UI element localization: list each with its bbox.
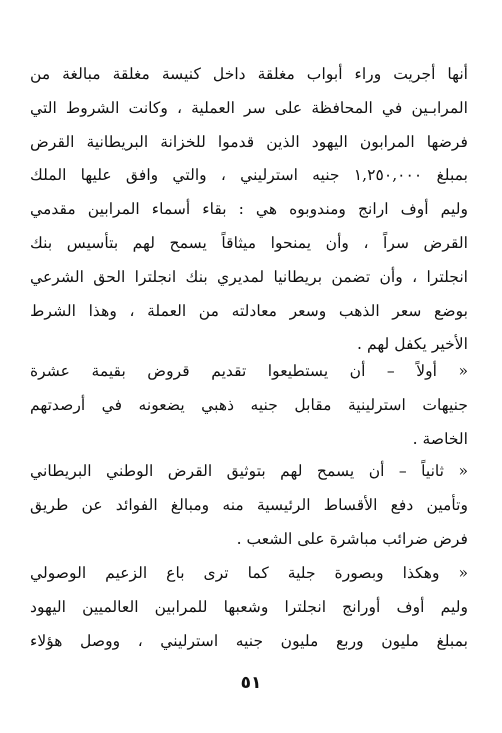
text-line: القرض سراً ، وأن يمنحوا ميثاقاً يسمح لهم بتأسيس بنك [30,233,468,252]
text-line: بمبلغ مليون وربع مليون جنيه استرليني ، ووصل هؤلاء [30,631,468,650]
text-line: جنيهات استرلينية مقابل جنيه ذهبي يضعونه في أرصدتهم [30,395,468,414]
text-line: الخاصة . [412,429,468,448]
text-line: انجلترا ، وأن تضمن بريطانيا لمديري بنك انجلترا الحق الشرعي [30,267,468,286]
text-line: فرض ضرائب مباشرة على الشعب . [236,529,468,548]
text-line: « وهكذا وبصورة جلية كما ترى باع الزعيم الوصولي [30,564,468,582]
text-line: وتأمين دفع الأقساط الرئيسية منه ومبالغ الفوائد عن طريق [30,495,468,514]
paragraph-4 [30,557,468,658]
paragraph-3 [30,455,468,556]
text-line: المرابـين في المحافظة على سر العملية ، وكانت الشروط التي [30,98,468,117]
text-line: وليم أوف ارانج ومندوبوه هي : بقاء أسماء المرابين مقدمي [30,200,468,219]
text-line: بوضع سعر الذهب وسعر معادلته من العملة ، وهذا الشرط [30,301,468,320]
text-line: « أولاً – أن يستطيعوا تقديم قروض بقيمة عشرة [30,362,468,380]
text-line: الأخير يكفل لهم . [357,335,468,354]
text-line: بمبلغ ١,٢٥٠,٠٠٠ جنيه استرليني ، والتي وافق عليها الملك [30,166,468,185]
page-number: ٥١ [240,673,262,693]
text-line: « ثانياً – أن يسمح لهم بتوثيق القرض الوطني البريطاني [30,462,468,480]
paragraph-2 [30,355,468,456]
paragraph-1 [30,58,468,362]
text-line: وليم أوف أورانج انجلترا وشعبها للمرابين العالميين اليهود [30,597,468,616]
text-line: أنها أجريت وراء أبواب مغلقة داخل كنيسة مغلقة مبالغة من [30,65,468,83]
text-line: فرضها المرابون اليهود الذين قدموا للخزانة البريطانية القرض [30,132,468,151]
